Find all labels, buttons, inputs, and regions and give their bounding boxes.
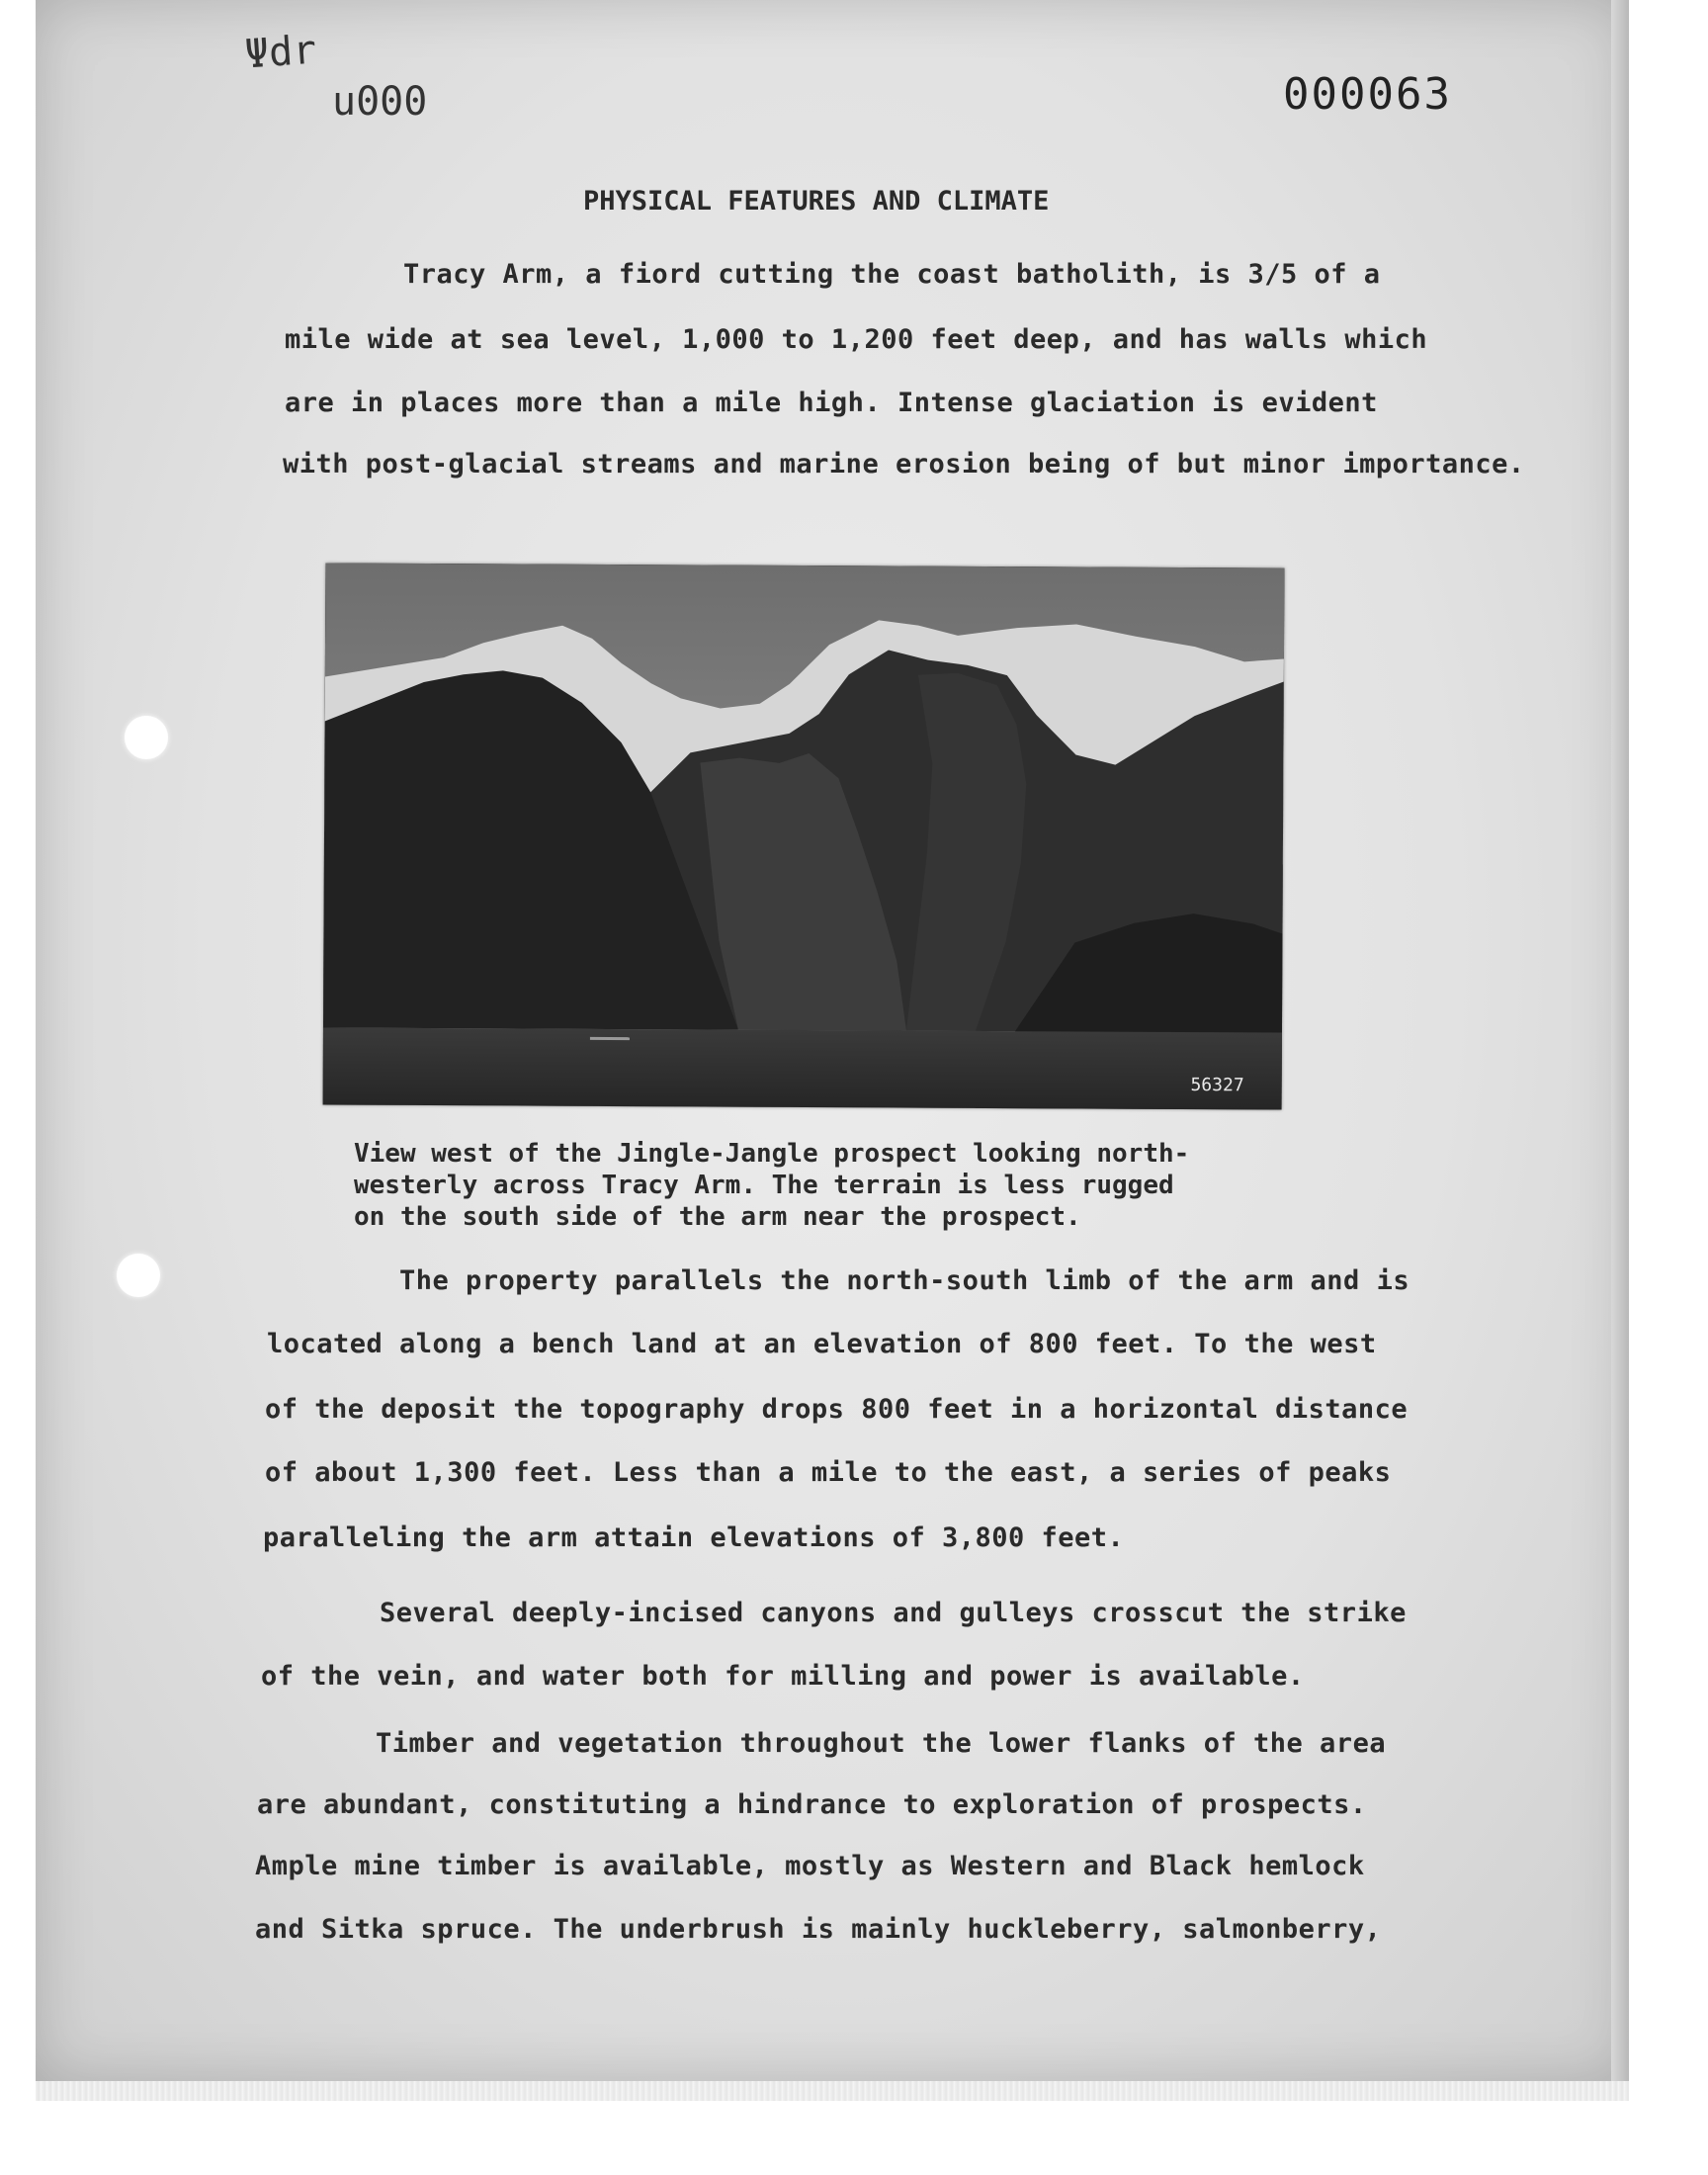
section-title: PHYSICAL FEATURES AND CLIMATE [583,186,1050,217]
text-line: Several deeply-incised canyons and gulleys crosscut the strike [380,1598,1407,1628]
text-line: mile wide at sea level, 1,000 to 1,200 feet deep, and has walls which [285,324,1428,355]
mountain-landscape-image [323,563,1285,1109]
text-line: Timber and vegetation throughout the lower flanks of the area [376,1728,1387,1759]
document-number: 000063 [1283,69,1452,120]
text-line: of about 1,300 feet. Less than a mile to the east, a series of peaks [265,1457,1392,1488]
text-line: are in places more than a mile high. Intense glaciation is evident [285,388,1378,418]
file-code: u000 [332,79,428,125]
page-edge [1611,0,1629,2081]
fiord-photograph [323,563,1285,1109]
caption-line: View west of the Jingle-Jangle prospect looking north- [354,1139,1190,1169]
scan-bottom-strip [36,2081,1629,2101]
text-line: of the deposit the topography drops 800 feet in a horizontal distance [265,1394,1409,1425]
text-line: Tracy Arm, a fiord cutting the coast batholith, is 3/5 of a [403,259,1381,290]
text-line: are abundant, constituting a hindrance to exploration of prospects. [257,1789,1367,1820]
text-line: and Sitka spruce. The underbrush is mainly huckleberry, salmonberry, [255,1914,1382,1945]
text-line: Ample mine timber is available, mostly as Western and Black hemlock [255,1851,1365,1881]
text-line: located along a bench land at an elevation of 800 feet. To the west [267,1329,1377,1359]
photo-number: 56327 [1190,1075,1244,1096]
text-line: with post-glacial streams and marine erosion being of but minor importance. [283,449,1525,479]
text-line: The property parallels the north-south limb of the arm and is [399,1265,1410,1296]
caption-line: on the south side of the arm near the prospect. [354,1202,1081,1232]
text-line: of the vein, and water both for milling and power is available. [261,1661,1305,1692]
punch-hole-top [125,716,168,759]
punch-hole-bottom [117,1254,160,1297]
caption-line: westerly across Tracy Arm. The terrain is less rugged [354,1171,1174,1200]
text-line: paralleling the arm attain elevations of 3,800 feet. [263,1522,1125,1553]
handwritten-mark: Ψdr [243,27,318,78]
